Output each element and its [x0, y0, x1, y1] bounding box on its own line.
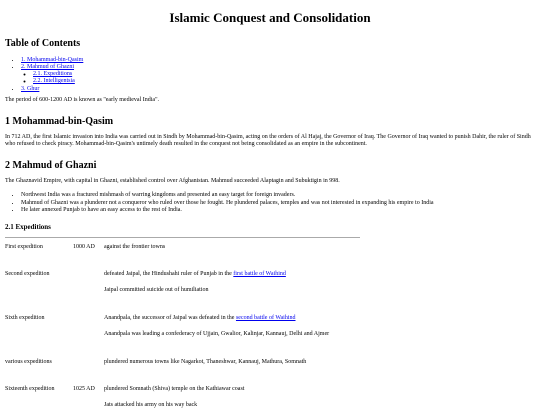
event-text: plundered numerous towns like Nagarkot, Thaneshwar, Kannauj, Mathura, Somnath: [104, 358, 307, 365]
toc-sublist: [21, 71, 535, 85]
bullet-list: [5, 192, 535, 215]
toc-link-mahmud-of-ghazni[interactable]: 2. Mahmud of Ghazni: [21, 64, 74, 71]
toc-item: [21, 57, 535, 64]
event-text-prefix: Anandpala, the successor of Jaipal was defeated in the: [104, 315, 236, 321]
section-heading-mohammad-bin-qasim: 1 Mohammad-bin-Qasim: [5, 115, 114, 127]
table-row: [5, 315, 404, 339]
expedition-events: [104, 244, 404, 252]
toc-link-ghur[interactable]: 3. Ghur: [21, 85, 40, 92]
expedition-label: various expeditions: [5, 358, 52, 365]
table-of-contents: [5, 37, 535, 93]
expeditions-timeline: [5, 244, 404, 410]
expedition-events: [104, 386, 404, 410]
expedition-label: Second expedition: [5, 271, 50, 278]
event-text: [104, 271, 404, 279]
event-text: [104, 315, 404, 323]
expedition-events: [104, 271, 404, 295]
subsection-heading-expeditions: 2.1 Expeditions: [5, 222, 51, 231]
divider: [5, 237, 360, 238]
toc-link-mohammad-bin-qasim[interactable]: 1. Mohammad-bin-Qasim: [21, 56, 84, 63]
expedition-date: 1025 AD: [73, 386, 95, 393]
event-text-prefix: defeated Jaipal, the Hindushahi ruler of Punjab in the: [104, 271, 234, 278]
toc-link-expeditions[interactable]: 2.1. Expeditions: [33, 71, 73, 78]
section-heading-mahmud-of-ghazni: 2 Mahmud of Ghazni: [5, 160, 97, 172]
event-text: Jaipal committed suicide out of humiliation: [104, 287, 209, 294]
expedition-label: Sixteenth expedition: [5, 386, 55, 393]
link-second-battle-of-waihind[interactable]: second battle of Waihind: [235, 315, 296, 321]
section-paragraph: In 712 AD, the first Islamic invasion into India was carried out in Sindh by Mohammad-bin-Qasim, acting on the orders of Al Hajaj, the Governor of Iraq. The Governor of Iraq wanted to punish Dahir, the ruler of Sindh who refused to check piracy. Mohammad-bin-Qasim's untimely death resulted in the conquest not being consolidated as an empire in the subcontinent.: [5, 133, 531, 148]
toc-item: [21, 64, 535, 86]
expedition-date: 1000 AD: [73, 243, 95, 250]
toc-subitem: [33, 78, 535, 85]
event-text: against the frontier towns: [104, 243, 166, 250]
expedition-events: [104, 315, 404, 339]
expedition-label: Sixth expedition: [5, 315, 45, 321]
toc-item: [21, 86, 535, 93]
expedition-label: First expedition: [5, 243, 43, 250]
list-item: • He later annexed Punjab to have an easy access to the rest of India.: [21, 207, 535, 215]
table-row: [5, 386, 404, 410]
expedition-date: [73, 271, 104, 295]
table-row: [5, 271, 404, 295]
section-paragraph: The Ghaznavid Empire, with capital in Ghazni, established control over Afghanistan. Mahmud succeeded Alaptagin and Subuktigin in 998.: [5, 178, 340, 185]
list-item: • Northwest India was a fractured mishmash of warring kingdoms and presented an easy target for foreign invaders.: [21, 192, 535, 200]
toc-subitem: [33, 71, 535, 78]
toc-list: [5, 57, 535, 93]
toc-heading: Table of Contents: [5, 37, 81, 49]
event-text: Anandpala was leading a confederacy of Ujjain, Gwalior, Kalinjar, Kannauj, Delhi and Ajmer: [104, 330, 330, 337]
event-text: plundered Somnath (Shiva) temple on the Kathiawar coast: [104, 386, 245, 393]
table-row: [5, 359, 404, 367]
link-first-battle-of-waihind[interactable]: first battle of Waihind: [233, 271, 286, 278]
event-text: Jats attacked his army on his way back: [104, 402, 198, 409]
expedition-events: [104, 359, 404, 367]
intro-paragraph: The period of 600-1200 AD is known as "early medieval India".: [5, 96, 160, 103]
expedition-date: [73, 315, 104, 339]
list-item: • Mahmud of Ghazni was a plunderer not a conqueror who ruled over those he fought. He plundered palaces, temples and was not interested in expanding his empire to India: [21, 200, 535, 208]
table-row: [5, 244, 404, 252]
toc-link-intelligentsia[interactable]: 2.2. Intelligentsia: [33, 78, 75, 85]
expedition-date: [73, 359, 104, 367]
page-title: Islamic Conquest and Consolidation: [169, 10, 371, 25]
